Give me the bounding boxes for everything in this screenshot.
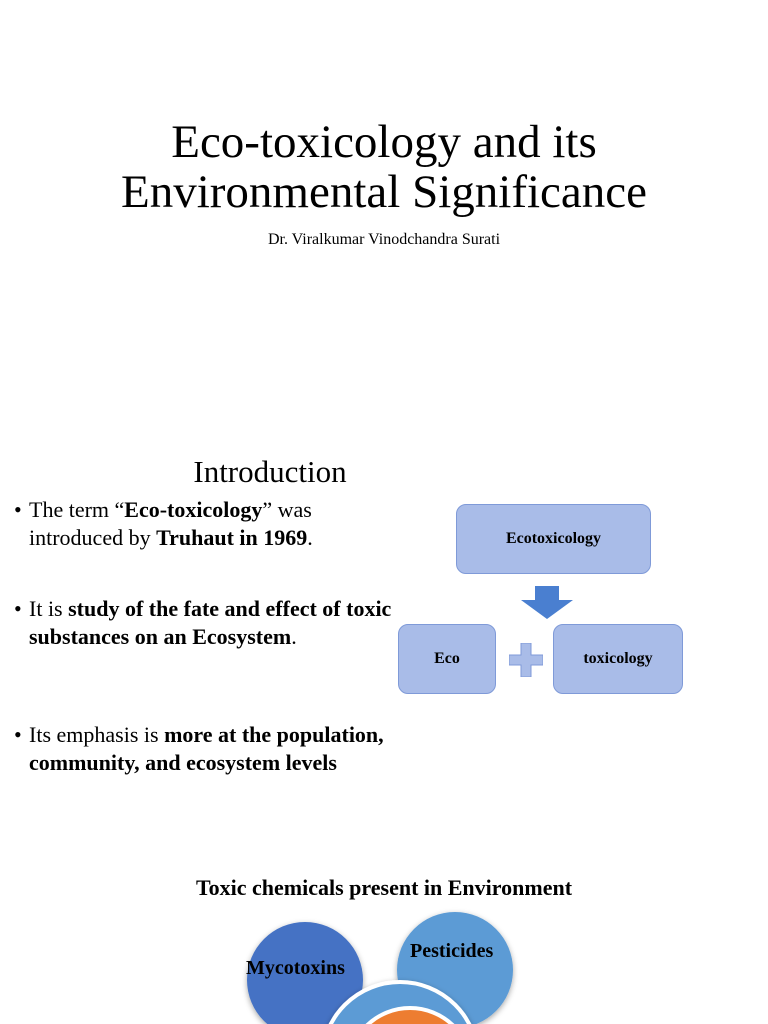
author-name: Dr. Viralkumar Vinodchandra Surati [267,231,501,248]
diagram-box-label: Eco [434,650,460,667]
circle-label-pesticides: Pesticides [410,940,494,962]
title-line-1: Eco-toxicology and its [171,116,597,168]
toxic-chemicals-heading: Toxic chemicals present in Environment [195,875,573,900]
bullet-text-3: Its emphasis is more at the population, community, and ecosystem levels [29,722,384,775]
bullet-marker: • [14,722,22,747]
bullet-text-1: The term “Eco-toxicology” was introduced by Truhaut in 1969. [29,497,313,550]
bullet-marker: • [14,497,22,522]
bullet-marker: • [14,596,22,621]
bullet-text-2: It is study of the fate and effect of toxic substances on an Ecosystem. [29,596,392,649]
circle-label-mycotoxins: Mycotoxins [246,957,345,979]
diagram-box-label: toxicology [583,650,653,667]
diagram-box-label: Ecotoxicology [505,530,602,547]
introduction-heading: Introduction [193,454,347,489]
title-line-2: Environmental Significance [121,166,647,218]
